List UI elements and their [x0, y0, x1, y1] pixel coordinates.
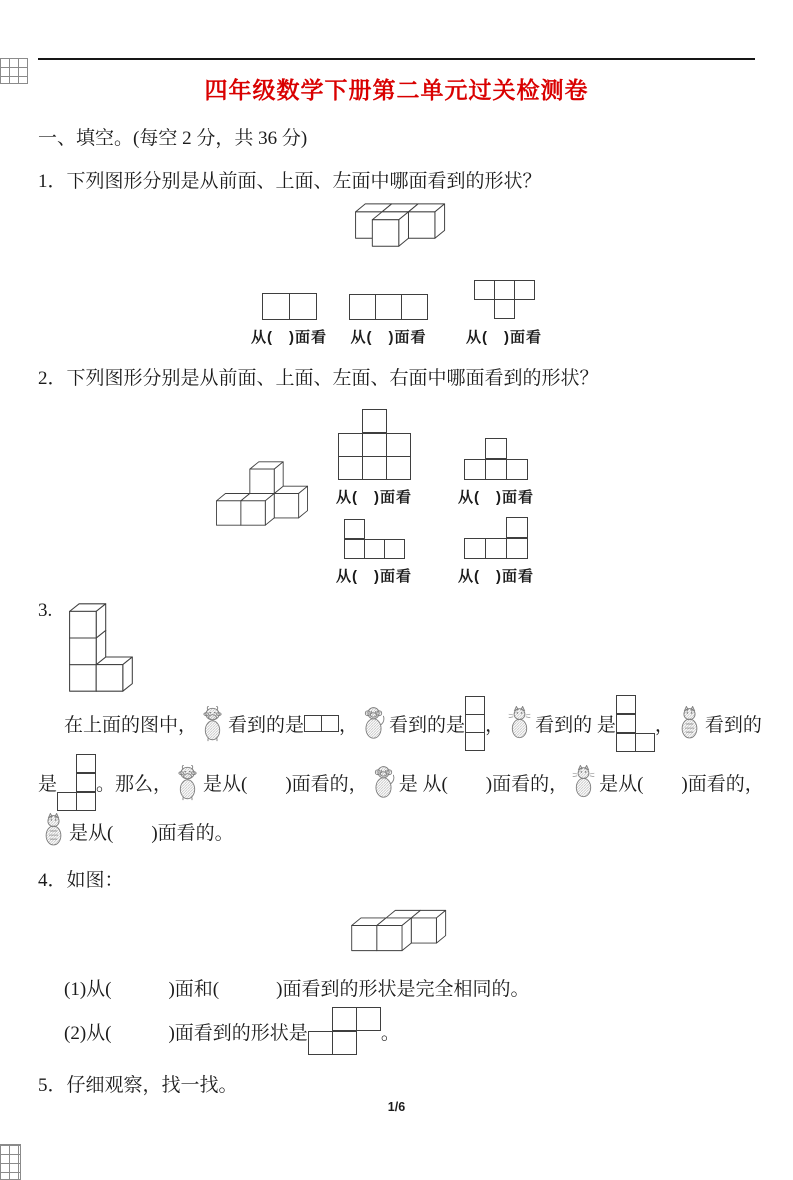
q3-line-1 [64, 695, 793, 752]
worksheet-page [0, 58, 793, 1114]
page-number: 1/6 [387, 1100, 406, 1114]
q1-cube-figure [345, 201, 449, 250]
q1-view-label-3: 从( )面看 [466, 329, 542, 346]
q1-figure-wrap [0, 201, 793, 256]
q3-cube-figure [62, 600, 138, 695]
q1-view-shape-2 [349, 294, 428, 320]
q1-view-label-1: 从( )面看 [251, 329, 327, 346]
q2-figure-wrap [210, 456, 310, 537]
q2-view-shape-3 [344, 519, 405, 559]
q3-comma-1: ， [339, 715, 359, 736]
header-rule [38, 58, 755, 60]
tiger-image [676, 706, 703, 742]
q3-sees-text-1: 看到的是 [228, 715, 305, 736]
q2-cube-figure [210, 456, 310, 531]
q3-blank-cat: 是从( )面看的， [599, 774, 764, 795]
q1-view-label-2: 从( )面看 [350, 329, 427, 346]
q2-view-label-3: 从( )面看 [336, 568, 412, 585]
q3-sees-text-2: 看到的是 [389, 715, 466, 736]
q1-view-2 [349, 258, 428, 347]
q3-sees-text-4: 看到的 [704, 715, 762, 736]
q2-view-4 [458, 513, 534, 586]
q1-view-shape-3 [474, 280, 535, 320]
q2-views-grid [336, 402, 534, 586]
q4-subquestion-2-period: 。 [380, 1023, 400, 1044]
q2-view-shape-1 [338, 409, 411, 480]
q3-number: 3. [38, 600, 53, 621]
q4-subquestion-2-text: (2)从( )面看到的形状是 [64, 1023, 308, 1044]
q4-text: 4．如图： [38, 870, 124, 891]
q4-subquestion-2 [64, 1007, 793, 1056]
q2-view-label-1: 从( )面看 [336, 489, 412, 506]
q1-view-shape-1 [262, 293, 317, 320]
q2-view-label-2: 从( )面看 [458, 489, 534, 506]
q3-then-text: 。那么， [96, 774, 173, 795]
tiger-image [40, 813, 67, 849]
q3-head [38, 600, 793, 695]
q3-view-shape-cat [616, 695, 655, 752]
cow-image [199, 706, 226, 742]
monkey-image [360, 706, 387, 742]
q2-text: 2．下列图形分别是从前面、上面、左面、右面中哪面看到的形状？ [38, 368, 599, 389]
q1-view-1 [251, 258, 327, 347]
q1-views-row [0, 258, 793, 347]
q2-view-label-4: 从( )面看 [458, 568, 534, 585]
q3-view-shape-tiger [57, 754, 96, 811]
cat-image [506, 706, 533, 742]
q3-view-shape-cow [304, 715, 339, 732]
q3-view-shape-monkey [465, 696, 485, 751]
q3-intro-text: 在上面的图中， [64, 715, 198, 736]
q3-line-3 [38, 813, 793, 849]
q2-view-1 [336, 402, 412, 507]
q3-is-text: 是 [38, 774, 58, 795]
page-title: 四年级数学下册第二单元过关检测卷 [204, 77, 589, 103]
q3-blank-tiger: 是从( )面看的。 [69, 822, 234, 844]
q4-answer-shape [308, 1007, 381, 1056]
cat-image [570, 765, 597, 801]
q1-text: 1．下列图形分别是从前面、上面、左面中哪面看到的形状？ [38, 171, 542, 192]
q3-comma-3: ， [654, 715, 674, 736]
q4-figure-wrap [0, 902, 793, 960]
q3-blank-cow: 是从( )面看的， [203, 774, 368, 795]
q2-view-shape-4 [464, 517, 528, 559]
section-heading: 一、填空。(每空 2 分，共 36 分) [38, 128, 308, 149]
q3-blank-monkey: 是 从( )面看的， [398, 774, 569, 795]
monkey-image [370, 765, 397, 801]
q3-comma-2: ， [485, 715, 505, 736]
q2-view-shape-2 [464, 438, 528, 480]
q5-text: 5．仔细观察，找一找。 [38, 1075, 238, 1096]
q3-line-2 [38, 754, 793, 811]
page-corner-decoration-bottom [0, 1144, 21, 1180]
q2-view-2 [458, 402, 534, 507]
q4-cube-figure [345, 902, 449, 954]
cow-image [174, 765, 201, 801]
q4-subquestion-1: (1)从( )面和( )面看到的形状是完全相同的。 [64, 979, 530, 1000]
q3-sees-text-3: 看到的 是 [535, 715, 616, 736]
q1-view-3 [466, 258, 542, 347]
q2-view-3 [336, 513, 412, 586]
q2-body [210, 402, 793, 586]
page-corner-decoration-top [0, 58, 28, 84]
